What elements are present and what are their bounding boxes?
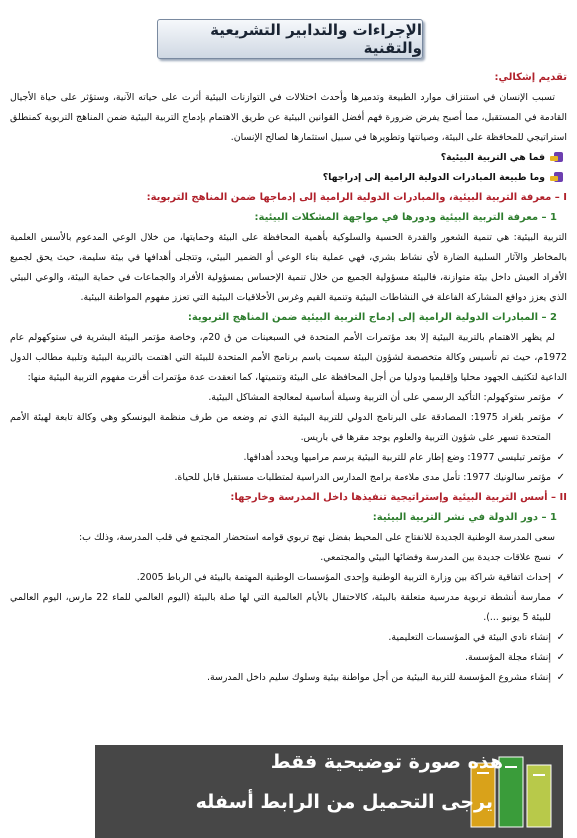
conference-list [10, 388, 567, 488]
question-2: وما طبيعة المبادرات الدولية الرامية إلى إدراجها؟ [10, 168, 567, 188]
question-1: فما هي التربية البيئية؟ [10, 148, 567, 168]
measures-list [10, 548, 567, 688]
list-item: ✓ إنشاء مجلة المؤسسة. [10, 648, 567, 668]
paragraph-2: لم يظهر الاهتمام بالتربية البيئية إلا بعد مؤتمرات الأمم المتحدة في السبعينات من ق 20م، وخاصة مؤتمر البيئة البشرية في ستوكهولم عام 1972م، حيث تم تأسيس وكالة متخصصة لشؤون البيئة سميت باسم برنامج الأمم المتحدة للبيئة التي اهتمت بالتربية البيئية وتلبية مطالب الدول الداعية لتكثيف الجهود محليا وإقليميا ودوليا من أجل المحافظة على البيئة وتنميتها، كما انعقدت عدة مؤتمرات أقرت مفهوم التربية البيئية منها: [10, 332, 567, 383]
section-heading-1: I – معرفة التربية البيئية، والمبادرات الدولية الرامية إلى إدماجها ضمن المناهج التربوية: [146, 192, 567, 203]
document-body [10, 68, 567, 688]
checkmark-icon: ✓ [556, 592, 565, 603]
checkmark-icon: ✓ [556, 412, 565, 423]
list-item: ✓ مؤتمر ستوكهولم: التأكيد الرسمي على أن التربية وسيلة أساسية لمعالجة المشاكل البيئية. [10, 388, 567, 408]
list-item: ✓ ممارسة أنشطة تربوية مدرسية متعلقة بالبيئة، كالاحتفال بالأيام العالمية التي لها صلة بالبيئة (اليوم العالمي للماء 22 مارس، اليوم العالمي للبيئة 5 يونيو ...). [10, 588, 567, 628]
list-item: ✓ نسج علاقات جديدة بين المدرسة وفضائها البيئي والمجتمعي. [10, 548, 567, 568]
checkmark-icon: ✓ [556, 552, 565, 563]
list-item: ✓ إنشاء نادي البيئة في المؤسسات التعليمية. [10, 628, 567, 648]
paragraph-1: التربية البيئية: هي تنمية الشعور والقدرة الحسية والسلوكية بأهمية المحافظة على البيئة وحمايتها، من خلال الوعي المدعوم بالأسس العلمية بالمخاطر والآثار السلبية الضارة لأي نشاط بشري، فهي عملية بناء الوعي أو الضمير البيئي، وتتجلى أهدافها في بيئة سليمة، حيث يحق لجميع الأفراد العيش داخل بيئة متوازنة، فالبيئة مسؤولية الجميع من خلال تنمية الإحساس بمسؤولية الأفراد والجماعات في حماية البيئة، والوعي البيئي الذي يعزز دوافع المشاركة الفاعلة في النشاطات البيئية وتنمية القيم وغرس الأخلاقيات البيئية التي تعزز مفهوم المواطنة البيئية. [10, 232, 567, 303]
list-item: ✓ مؤتمر سالونيك 1977: تأمل مدى ملاءمة برامج المدارس الدراسية لمتطلبات مستقبل قابل للحياة. [10, 468, 567, 488]
list-item: ✓ إنشاء مشروع المؤسسة للتربية البيئية من أجل مواطنة بيئية وسلوك سليم داخل المدرسة. [10, 668, 567, 688]
checkmark-icon: ✓ [556, 672, 565, 683]
banner-line-2: يرجى التحميل من الرابط أسفله [195, 791, 493, 813]
list-item: ✓ مؤتمر تبليسي 1977: وضع إطار عام للتربية البيئية يرسم مراميها ويحدد أهدافها. [10, 448, 567, 468]
checkmark-icon: ✓ [556, 652, 565, 663]
checkmark-icon: ✓ [556, 472, 565, 483]
checkmark-icon: ✓ [556, 452, 565, 463]
section-heading-2: II – أسس التربية البيئية وإستراتيجية تنفيذها داخل المدرسة وخارجها: [230, 492, 567, 503]
subsection-heading-2: 2 – المبادرات الدولية الرامية إلى إدماج التربية البيئية ضمن المناهج التربوية: [187, 312, 557, 323]
list-item: ✓ مؤتمر بلغراد 1975: المصادقة على البرنامج الدولي للتربية البيئية الذي تم وضعه من طرف منظمة اليونسكو وهي وكالة تابعة لهيئة الأمم المتحدة تسهر على شؤون التربية والعلوم يوجد مقرها في باريس. [10, 408, 567, 448]
subsection-heading-1: 1 – معرفة التربية البيئية ودورها في مواجهة المشكلات البيئية: [254, 212, 557, 223]
intro-paragraph: تسبب الإنسان في استنزاف موارد الطبيعة وتدميرها وأحدث اختلالات في التوازنات البيئية أثرت على حياته الآنية، وستؤثر على حياة الأجيال القادمة في المستقبل، مما أصبح يفرض ضرورة فهم أفضل القوانين البيئية عن طريق الاهتمام بإدماج التربية البيئية ضمن المناهج التربوية كمنطلق استراتيجي للمحافظة على البيئة، وصيانتها وتطويرها في سبيل استثمارها لصالح الإنسان. [10, 92, 567, 143]
banner-line-1: هذه صورة توضيحية فقط [270, 751, 503, 773]
checkmark-icon: ✓ [556, 632, 565, 643]
checkmark-icon: ✓ [556, 572, 565, 583]
pencil-icon [551, 152, 563, 164]
page-title: الإجراءات والتدابير التشريعية والتقنية [157, 19, 423, 59]
list-item: ✓ إحداث اتفاقية شراكة بين وزارة التربية الوطنية وإحدى المؤسسات الوطنية المهتمة بالبيئة في الرباط 2005. [10, 568, 567, 588]
checkmark-icon: ✓ [556, 392, 565, 403]
pencil-icon [551, 172, 563, 184]
subsection-heading-3: 1 – دور الدولة في نشر التربية البيئية: [372, 512, 557, 523]
preview-watermark-banner [95, 745, 563, 838]
paragraph-3: سعى المدرسة الوطنية الجديدة للانفتاح على المحيط بفضل نهج تربوي قوامه استحضار المجتمع في قلب المدرسة، وذلك ب: [78, 532, 555, 543]
intro-heading: تقديم إشكالي: [494, 72, 567, 83]
